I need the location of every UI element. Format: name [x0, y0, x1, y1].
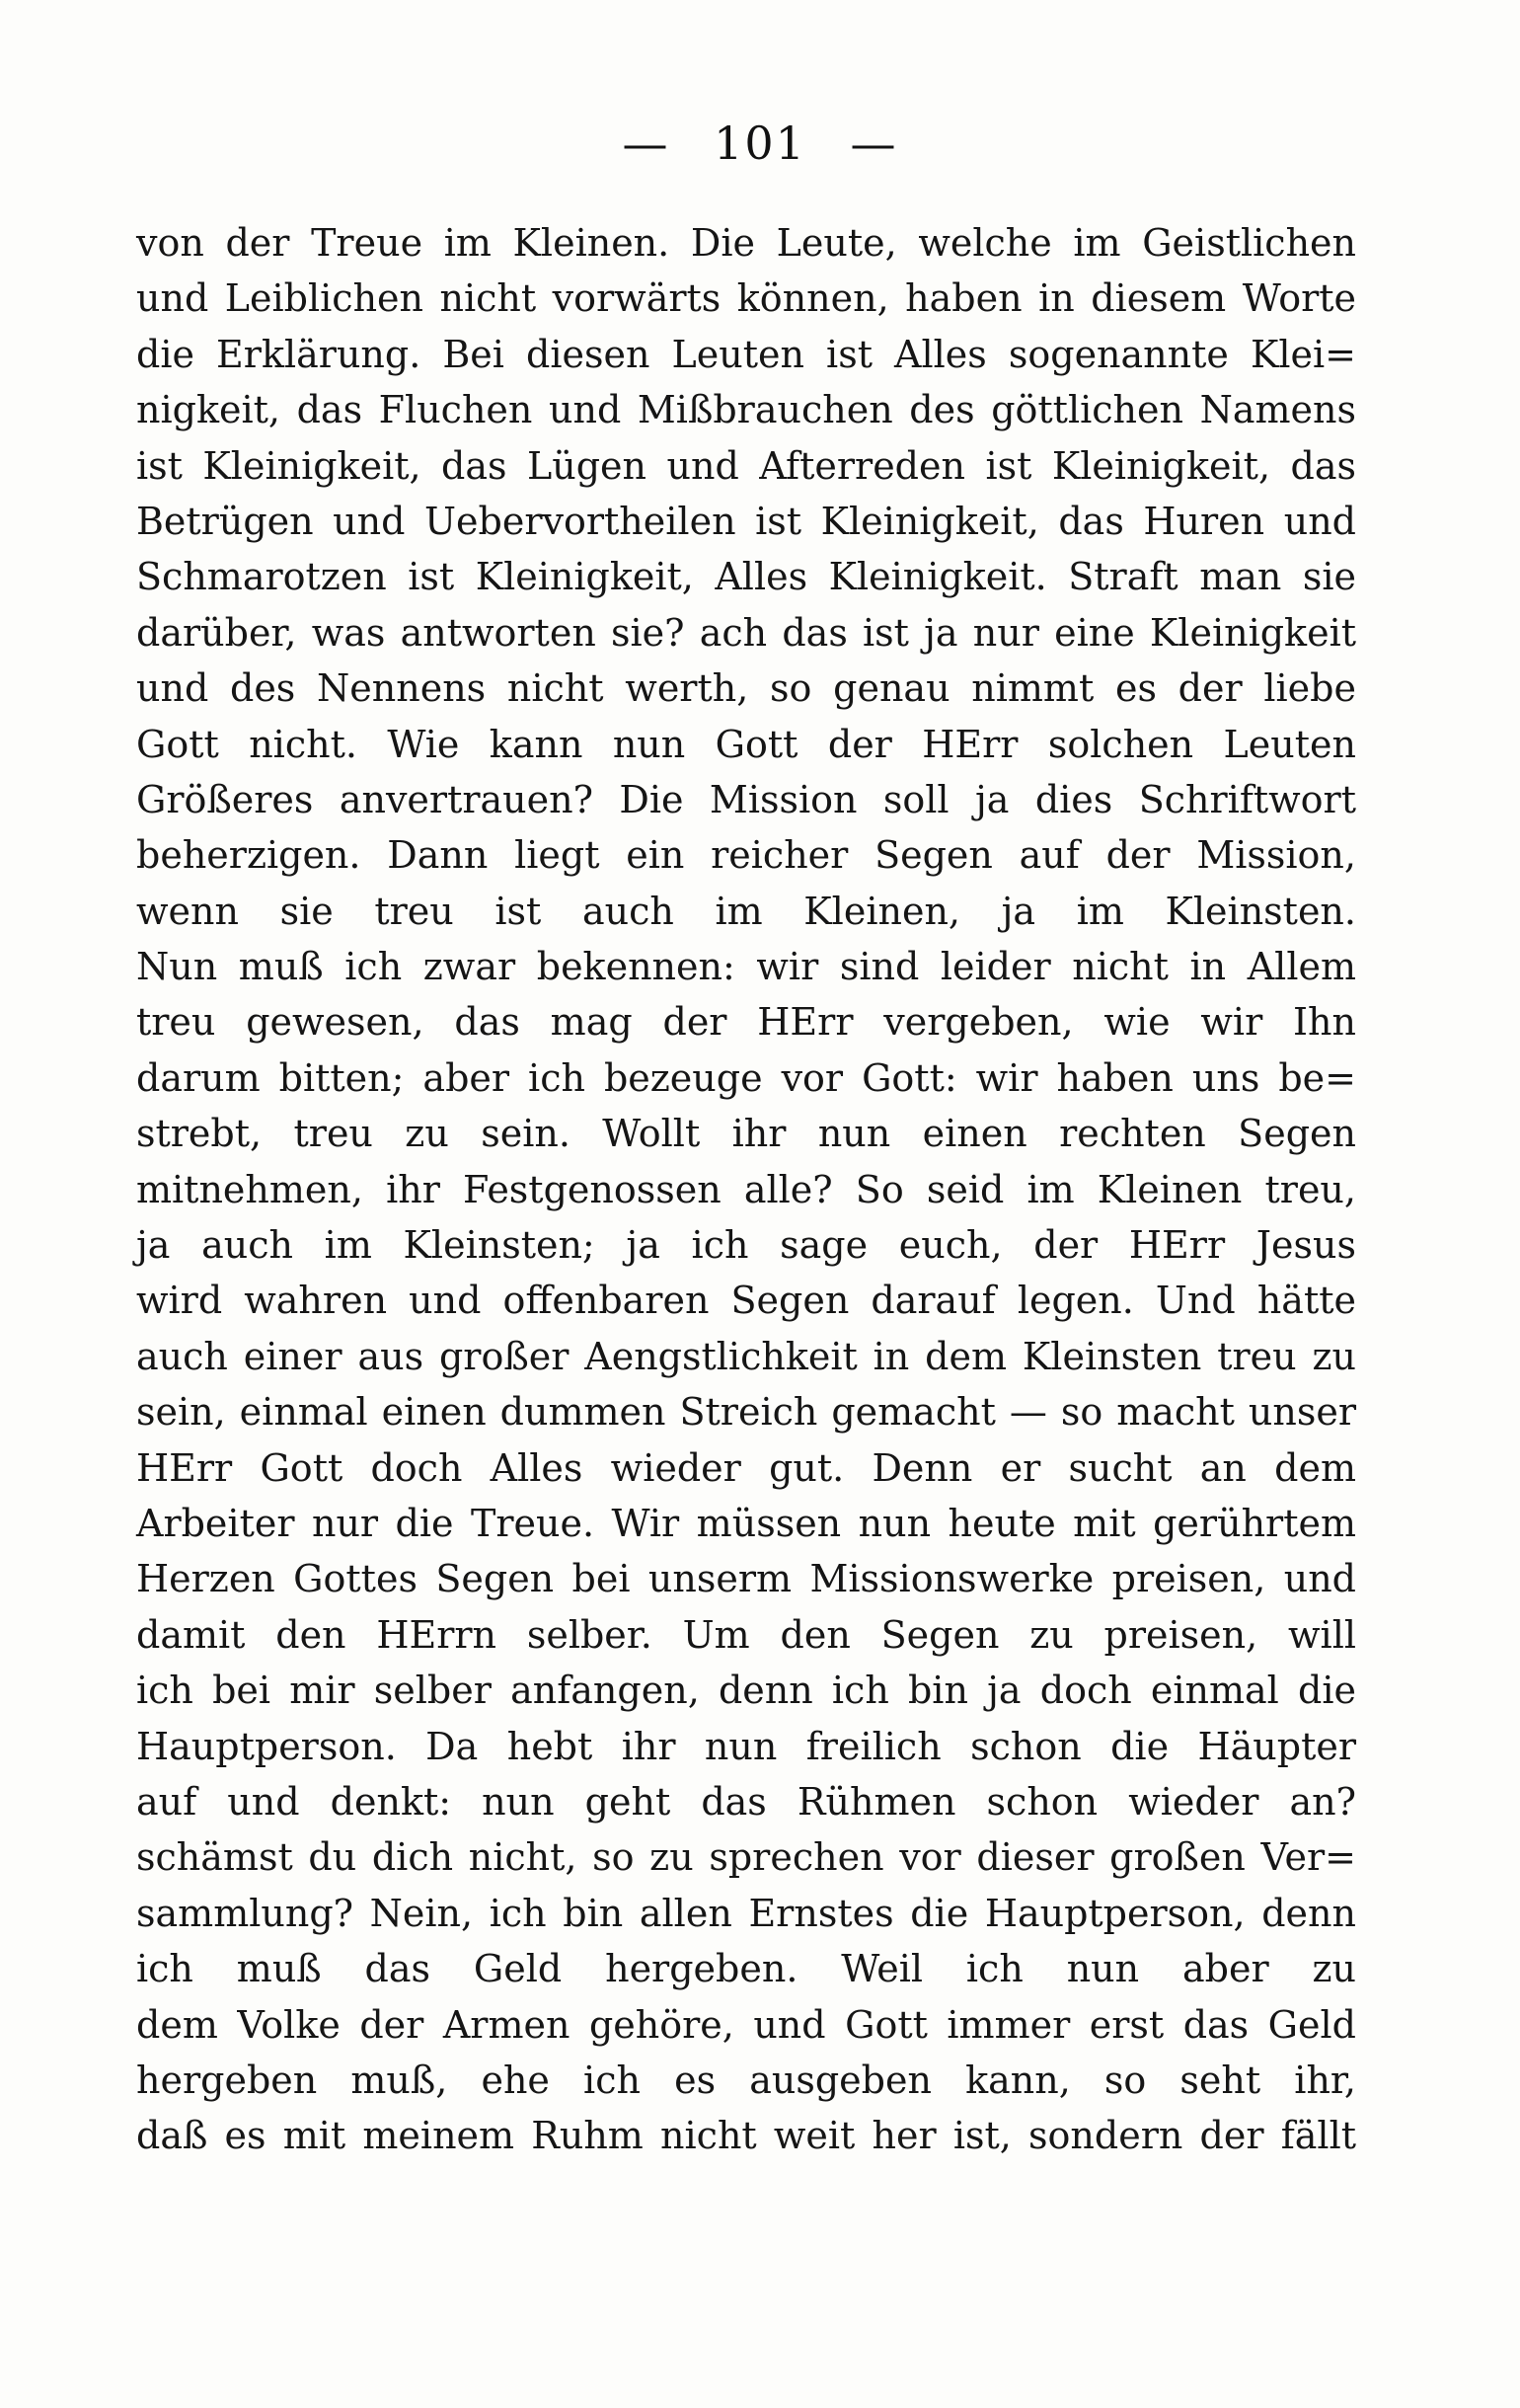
text-line: Hauptperson. Da hebt ihr nun freilich schon die Häupter — [136, 1724, 1356, 1768]
text-line: hergeben muß, ehe ich es ausgeben kann, so seht ihr, — [136, 2058, 1356, 2102]
text-line: daß es mit meinem Ruhm nicht weit her ist, sondern der fällt — [136, 2114, 1356, 2158]
text-line: wenn sie treu ist auch im Kleinen, ja im Kleinsten. — [136, 889, 1356, 933]
page-header — [0, 117, 1520, 170]
text-line: und des Nennens nicht werth, so genau nimmt es der liebe — [136, 666, 1356, 711]
text-line: Arbeiter nur die Treue. Wir müssen nun heute mit gerührtem — [136, 1501, 1356, 1545]
text-line: und Leiblichen nicht vorwärts können, haben in diesem Worte — [136, 276, 1356, 321]
text-line: Herzen Gottes Segen bei unserm Missionswerke preisen, und — [136, 1557, 1356, 1601]
text-line: Nun muß ich zwar bekennen: wir sind leider nicht in Allem — [136, 945, 1356, 989]
text-line: auf und denkt: nun geht das Rühmen schon wieder an? — [136, 1779, 1356, 1824]
text-line: sein, einmal einen dummen Streich gemacht — so macht unser — [136, 1390, 1356, 1435]
text-line: Größeres anvertrauen? Die Mission soll ja dies Schriftwort — [136, 777, 1356, 821]
text-line: treu gewesen, das mag der HErr vergeben, wie wir Ihn — [136, 1000, 1356, 1045]
text-line: von der Treue im Kleinen. Die Leute, welche im Geistlichen — [136, 221, 1356, 265]
text-line: Betrügen und Uebervortheilen ist Kleinigkeit, das Huren und — [136, 499, 1356, 543]
body-text — [136, 215, 1356, 2164]
text-line: ich muß das Geld hergeben. Weil ich nun aber zu — [136, 1947, 1356, 1991]
header-dash-left: — — [622, 117, 670, 170]
text-line: wird wahren und offenbaren Segen darauf legen. Und hätte — [136, 1279, 1356, 1323]
text-line: ich bei mir selber anfangen, denn ich bin ja doch einmal die — [136, 1669, 1356, 1713]
text-line: beherzigen. Dann liegt ein reicher Segen auf der Mission, — [136, 833, 1356, 878]
text-line: darum bitten; aber ich bezeuge vor Gott: wir haben uns be= — [136, 1055, 1356, 1100]
text-line: sammlung? Nein, ich bin allen Ernstes die Hauptperson, denn — [136, 1891, 1356, 1935]
text-line: HErr Gott doch Alles wieder gut. Denn er sucht an dem — [136, 1445, 1356, 1490]
text-line: schämst du dich nicht, so zu sprechen vor dieser großen Ver= — [136, 1835, 1356, 1880]
text-line: auch einer aus großer Aengstlichkeit in dem Kleinsten treu zu — [136, 1334, 1356, 1378]
header-dash-right: — — [850, 117, 898, 170]
text-line: darüber, was antworten sie? ach das ist ja nur eine Kleinigkeit — [136, 610, 1356, 655]
text-line: dem Volke der Armen gehöre, und Gott immer erst das Geld — [136, 2002, 1356, 2047]
page-number: 101 — [714, 117, 806, 170]
text-line: die Erklärung. Bei diesen Leuten ist Alles sogenannte Klei= — [136, 332, 1356, 376]
text-line: Gott nicht. Wie kann nun Gott der HErr solchen Leuten — [136, 722, 1356, 766]
text-line: damit den HErrn selber. Um den Segen zu preisen, will — [136, 1612, 1356, 1657]
text-line: nigkeit, das Fluchen und Mißbrauchen des göttlichen Namens — [136, 388, 1356, 432]
text-line: mitnehmen, ihr Festgenossen alle? So seid im Kleinen treu, — [136, 1167, 1356, 1211]
text-line: strebt, treu zu sein. Wollt ihr nun einen rechten Segen — [136, 1112, 1356, 1156]
text-line: ist Kleinigkeit, das Lügen und Afterreden ist Kleinigkeit, das — [136, 443, 1356, 488]
text-line: Schmarotzen ist Kleinigkeit, Alles Kleinigkeit. Straft man sie — [136, 555, 1356, 599]
text-line: ja auch im Kleinsten; ja ich sage euch, der HErr Jesus — [136, 1223, 1356, 1268]
